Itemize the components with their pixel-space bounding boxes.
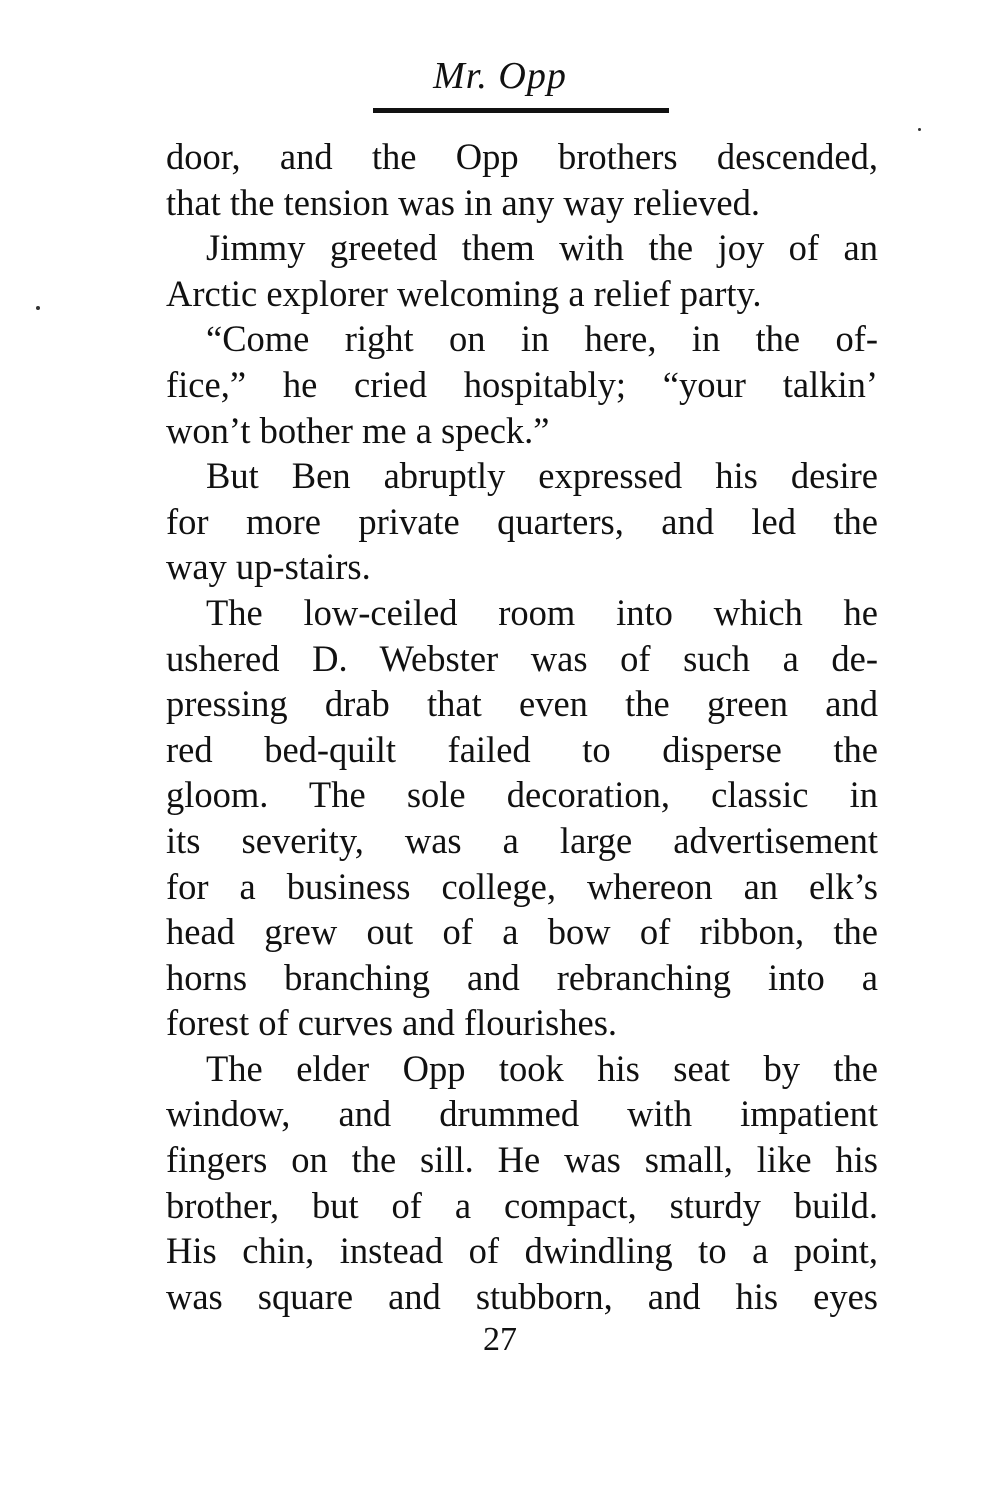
text-line: But Ben abruptly expressed his desire [206,455,878,497]
text-line: its severity, was a large advertisement [166,819,878,861]
text-line: fice,” he cried hospitably; “your talkin’ [166,363,878,405]
text-line: The low-ceiled room into which he [206,591,878,633]
text-line: horns branching and rebranching into a [166,956,878,998]
header-rule [373,108,669,113]
text-line: His chin, instead of dwindling to a point, [166,1230,878,1272]
text-line: The elder Opp took his seat by the [206,1047,878,1089]
body-text [166,134,878,1319]
scan-speck [36,306,40,310]
text-line: won’t bother me a speck.” [166,409,550,451]
text-line: was square and stubborn, and his eyes [166,1275,878,1317]
text-line: head grew out of a bow of ribbon, the [166,911,878,953]
text-line: that the tension was in any way relieved. [166,181,760,223]
page-number: 27 [483,1321,517,1358]
text-line: pressing drab that even the green and [166,683,878,725]
scan-speck [918,128,921,131]
text-line: forest of curves and flourishes. [166,1002,618,1044]
text-line: “Come right on in here, in the of- [206,318,878,360]
text-line: for more private quarters, and led the [166,500,878,542]
text-line: for a business college, whereon an elk’s [166,865,878,907]
text-line: Jimmy greeted them with the joy of an [206,227,878,269]
text-line: brother, but of a compact, sturdy build. [166,1184,878,1226]
text-line: Arctic explorer welcoming a relief party. [166,272,762,314]
text-line: ushered D. Webster was of such a de- [166,637,878,679]
running-title: Mr. Opp [433,55,567,97]
text-line: red bed-quilt failed to disperse the [166,728,878,770]
text-line: gloom. The sole decoration, classic in [166,774,878,816]
text-line: door, and the Opp brothers descended, [166,136,878,177]
text-line: way up-stairs. [166,546,371,588]
text-line: window, and drummed with impatient [166,1093,878,1135]
text-line: fingers on the sill. He was small, like his [166,1139,878,1181]
